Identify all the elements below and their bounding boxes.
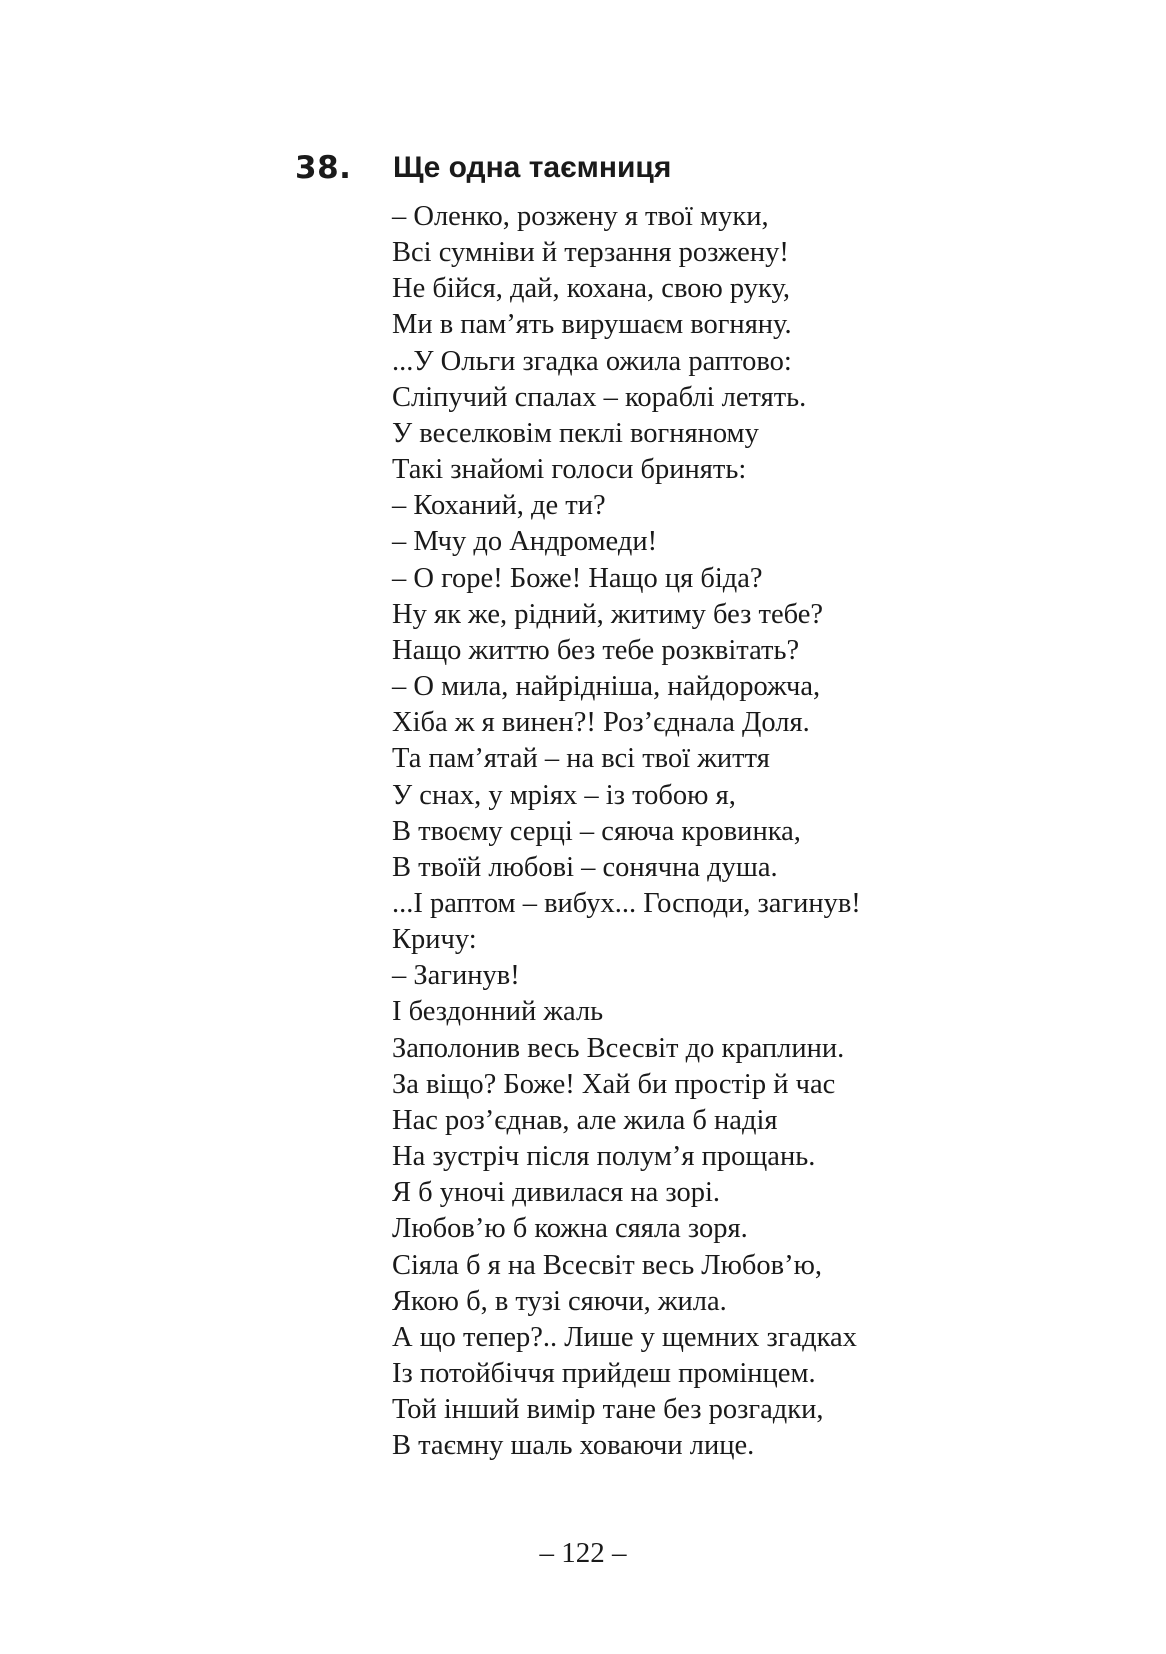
poem-line: Якою б, в тузі сяючи, жила. [392, 1285, 727, 1317]
poem-line: Нащо життю без тебе розквітать? [392, 634, 800, 666]
poem-line: За віщо? Боже! Хай би простір й час [392, 1068, 836, 1100]
poem-line: У снах, у мріях – із тобою я, [392, 779, 736, 811]
poem-line: Ми в пам’ять вирушаєм вогняну. [392, 309, 792, 341]
page-number: – 122 – [539, 1537, 627, 1569]
poem-line: Всі сумніви й терзання розжену! [392, 237, 789, 269]
poem-line: – О мила, найрідніша, найдорожча, [392, 671, 821, 703]
poem-line: На зустріч після полум’я прощань. [392, 1141, 816, 1173]
poem-line: В твоєму серці – сяюча кровинка, [392, 815, 801, 847]
poem-line: Нас роз’єднав, але жила б надія [392, 1104, 778, 1136]
poem-line: Із потойбіччя прийдеш промінцем. [392, 1358, 816, 1389]
poem-line: А що тепер?.. Лише у щемних згадках [392, 1321, 857, 1353]
poem-line: ...У Ольги згадка ожила раптово: [392, 345, 792, 377]
poem-line: – Загинув! [392, 960, 520, 992]
poem-line: В твоїй любові – сонячна душа. [392, 851, 778, 883]
poem-line: І бездонний жаль [392, 996, 604, 1028]
poem-line: Той інший вимір тане без розгадки, [392, 1394, 824, 1426]
poem-line: Сліпучий спалах – кораблі летять. [392, 381, 807, 413]
poem-text [392, 199, 952, 1464]
poem-line: ...І раптом – вибух... Господи, загинув! [392, 887, 861, 919]
poem-line: – Мчу до Андромеди! [392, 526, 658, 558]
chapter-number: 38. [295, 150, 352, 186]
poem-line: – Оленко, розжену я твої муки, [392, 201, 769, 232]
poem-line: В таємну шаль ховаючи лице. [392, 1430, 755, 1462]
poem-line: Хіба ж я винен?! Роз’єднала Доля. [392, 707, 810, 739]
poem-line: У веселковім пеклі вогняному [392, 417, 759, 449]
poem-line: Я б уночі дивилася на зорі. [392, 1177, 721, 1209]
poem-line: Любов’ю б кожна сяяла зоря. [392, 1213, 748, 1245]
poem-line: – О горе! Боже! Нащо ця біда? [392, 562, 763, 594]
poem-line: Заполонив весь Всесвіт до краплини. [392, 1032, 845, 1064]
poem-line: Такі знайомі голоси бринять: [392, 454, 747, 486]
poem-line: Та пам’ятай – на всі твої життя [392, 743, 770, 775]
chapter-title: Ще одна таємниця [393, 151, 672, 184]
poem-line: Кричу: [392, 924, 477, 956]
poem-line: Ну як же, рідний, житиму без тебе? [392, 598, 824, 630]
poem-line: Не бійся, дай, кохана, свою руку, [392, 273, 790, 305]
poem-line: Сіяла б я на Всесвіт весь Любов’ю, [392, 1249, 823, 1281]
poem-line: – Коханий, де ти? [392, 490, 606, 522]
